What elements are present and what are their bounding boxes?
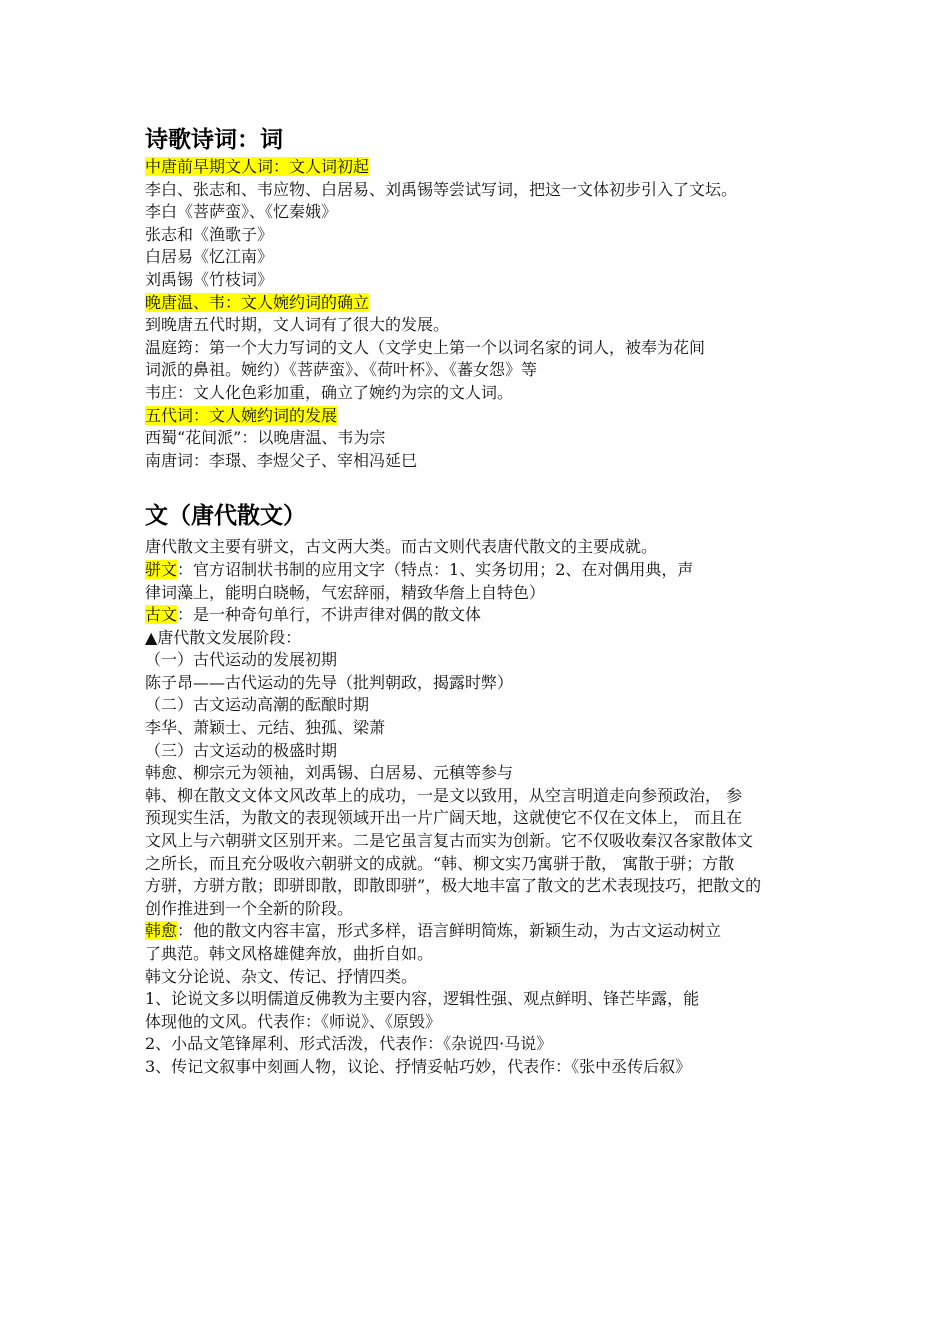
line-text: 律词藻上，能明白晓畅，气宏辞丽，精致华詹上自特色） <box>145 582 546 602</box>
line-text: 刘禹锡《竹枝词》 <box>145 269 274 289</box>
line-text: （二）古文运动高潮的酝酿时期 <box>145 695 370 715</box>
line-text: 预现实生活，为散文的表现领域开出一片广阔天地，这就使它不仅在文体上， 而且在 <box>145 808 743 828</box>
text-line <box>145 988 815 1011</box>
text-line <box>145 920 815 943</box>
document-body <box>145 124 815 1079</box>
text-line <box>145 269 815 292</box>
text-line <box>145 966 815 989</box>
line-text: 之所长，而且充分吸收六朝骈文的成就。“韩、柳文实乃寓骈于散， 寓散于骈；方散 <box>145 853 735 873</box>
text-line <box>145 450 815 473</box>
section-title-prose: 文（唐代散文） <box>145 503 306 530</box>
line-text: 陈子昂——古代运动的先导（批判朝政，揭露时弊） <box>145 672 514 692</box>
line-text: 到晚唐五代时期，文人词有了很大的发展。 <box>145 315 450 335</box>
section-prose-body <box>145 536 815 1078</box>
line-text: 1、论说文多以明儒道反佛教为主要内容，逻辑性强、观点鲜明、锋芒毕露，能 <box>145 989 700 1009</box>
text-line <box>145 1011 815 1034</box>
section-ci-body <box>145 156 815 472</box>
text-line <box>145 201 815 224</box>
section-title-ci: 诗歌诗词：词 <box>145 127 283 153</box>
highlighted-text: 中唐前早期文人词：文人词初起 <box>145 157 370 176</box>
text-line <box>145 672 815 695</box>
text-line <box>145 582 815 605</box>
line-text: ：他的散文内容丰富，形式多样，语言鲜明简炼，新颖生动，为古文运动树立 <box>177 921 722 941</box>
text-line <box>145 359 815 382</box>
text-line <box>145 337 815 360</box>
text-line <box>145 604 815 627</box>
line-text: 温庭筠：第一个大力写词的文人（文学史上第一个以词名家的词人，被奉为花间 <box>145 337 706 357</box>
text-line <box>145 382 815 405</box>
line-text: 创作推进到一个全新的阶段。 <box>145 898 354 918</box>
text-line <box>145 405 815 428</box>
line-text: （三）古文运动的极盛时期 <box>145 740 338 760</box>
line-text: 韩愈、柳宗元为领袖，刘禹锡、白居易、元稹等参与 <box>145 763 514 783</box>
text-line <box>145 1033 815 1056</box>
line-text: 李白《菩萨蛮》、《忆秦娥》 <box>145 202 338 222</box>
text-line <box>145 627 815 650</box>
highlighted-text: 韩愈 <box>145 921 178 941</box>
text-line <box>145 292 815 315</box>
text-line <box>145 246 815 269</box>
line-text: 韩、柳在散文文体文风改革上的成功，一是文以致用，从空言明道走向参预政治， 参 <box>145 785 743 805</box>
text-line <box>145 1056 815 1079</box>
line-text: 唐代散文主要有骈文，古文两大类。而古文则代表唐代散文的主要成就。 <box>145 537 658 557</box>
text-line <box>145 156 815 179</box>
line-text: 方骈，方骈方散；即骈即散，即散即骈”，极大地丰富了散文的艺术表现技巧，把散文的 <box>145 876 762 896</box>
line-text: 李华、萧颖士、元结、独孤、梁萧 <box>145 718 386 738</box>
text-line <box>145 536 815 559</box>
text-line <box>145 898 815 921</box>
line-text: 白居易《忆江南》 <box>145 247 274 267</box>
text-line <box>145 740 815 763</box>
line-text: 文风上与六朝骈文区别开来。二是它虽言复古而实为创新。它不仅吸收秦汉各家散体文 <box>145 831 754 851</box>
line-text: 西蜀“花间派”：以晚唐温、韦为宗 <box>145 428 386 448</box>
line-text: 了典范。韩文风格雄健奔放，曲折自如。 <box>145 944 434 963</box>
text-line <box>145 807 815 830</box>
text-line <box>145 224 815 247</box>
text-line <box>145 717 815 740</box>
line-text: 李白、张志和、韦应物、白居易、刘禹锡等尝试写词，把这一文体初步引入了文坛。 <box>145 179 738 199</box>
line-text: 南唐词：李璟、李煜父子、宰相冯延巳 <box>145 450 418 470</box>
line-text: 韦庄：文人化色彩加重，确立了婉约为宗的文人词。 <box>145 382 514 402</box>
line-text: 2、小品文笔锋犀利、形式活泼，代表作：《杂说四·马说》 <box>145 1034 553 1054</box>
highlighted-text: 骈文 <box>145 559 178 579</box>
text-line <box>145 694 815 717</box>
text-line <box>145 314 815 337</box>
line-text: 韩文分论说、杂文、传记、抒情四类。 <box>145 966 418 986</box>
line-text: 3、传记文叙事中刻画人物，议论、抒情妥帖巧妙，代表作：《张中丞传后叙》 <box>145 1056 692 1076</box>
line-text: ：是一种奇句单行，不讲声律对偶的散文体 <box>177 605 482 625</box>
line-text: （一）古代运动的发展初期 <box>145 650 338 670</box>
highlighted-text: 五代词：文人婉约词的发展 <box>145 405 338 425</box>
line-text: 词派的鼻祖。婉约）《菩萨蛮》、《荷叶杯》、《蕃女怨》等 <box>145 360 538 380</box>
line-text: ：官方诏制状书制的应用文字（特点：1、实务切用；2、在对偶用典，声 <box>177 559 694 579</box>
line-text: 张志和《渔歌子》 <box>145 224 274 244</box>
line-text: ▲唐代散文发展阶段： <box>145 627 302 647</box>
text-line <box>145 875 815 898</box>
highlighted-text: 古文 <box>145 605 178 625</box>
text-line <box>145 179 815 202</box>
highlighted-text: 晚唐温、韦：文人婉约词的确立 <box>145 292 370 312</box>
text-line <box>145 649 815 672</box>
text-line <box>145 853 815 876</box>
text-line <box>145 830 815 853</box>
text-line <box>145 427 815 450</box>
line-text: 体现他的文风。代表作：《师说》、《原毁》 <box>145 1011 442 1031</box>
text-line <box>145 785 815 808</box>
text-line <box>145 762 815 785</box>
text-line <box>145 943 815 966</box>
text-line <box>145 559 815 582</box>
